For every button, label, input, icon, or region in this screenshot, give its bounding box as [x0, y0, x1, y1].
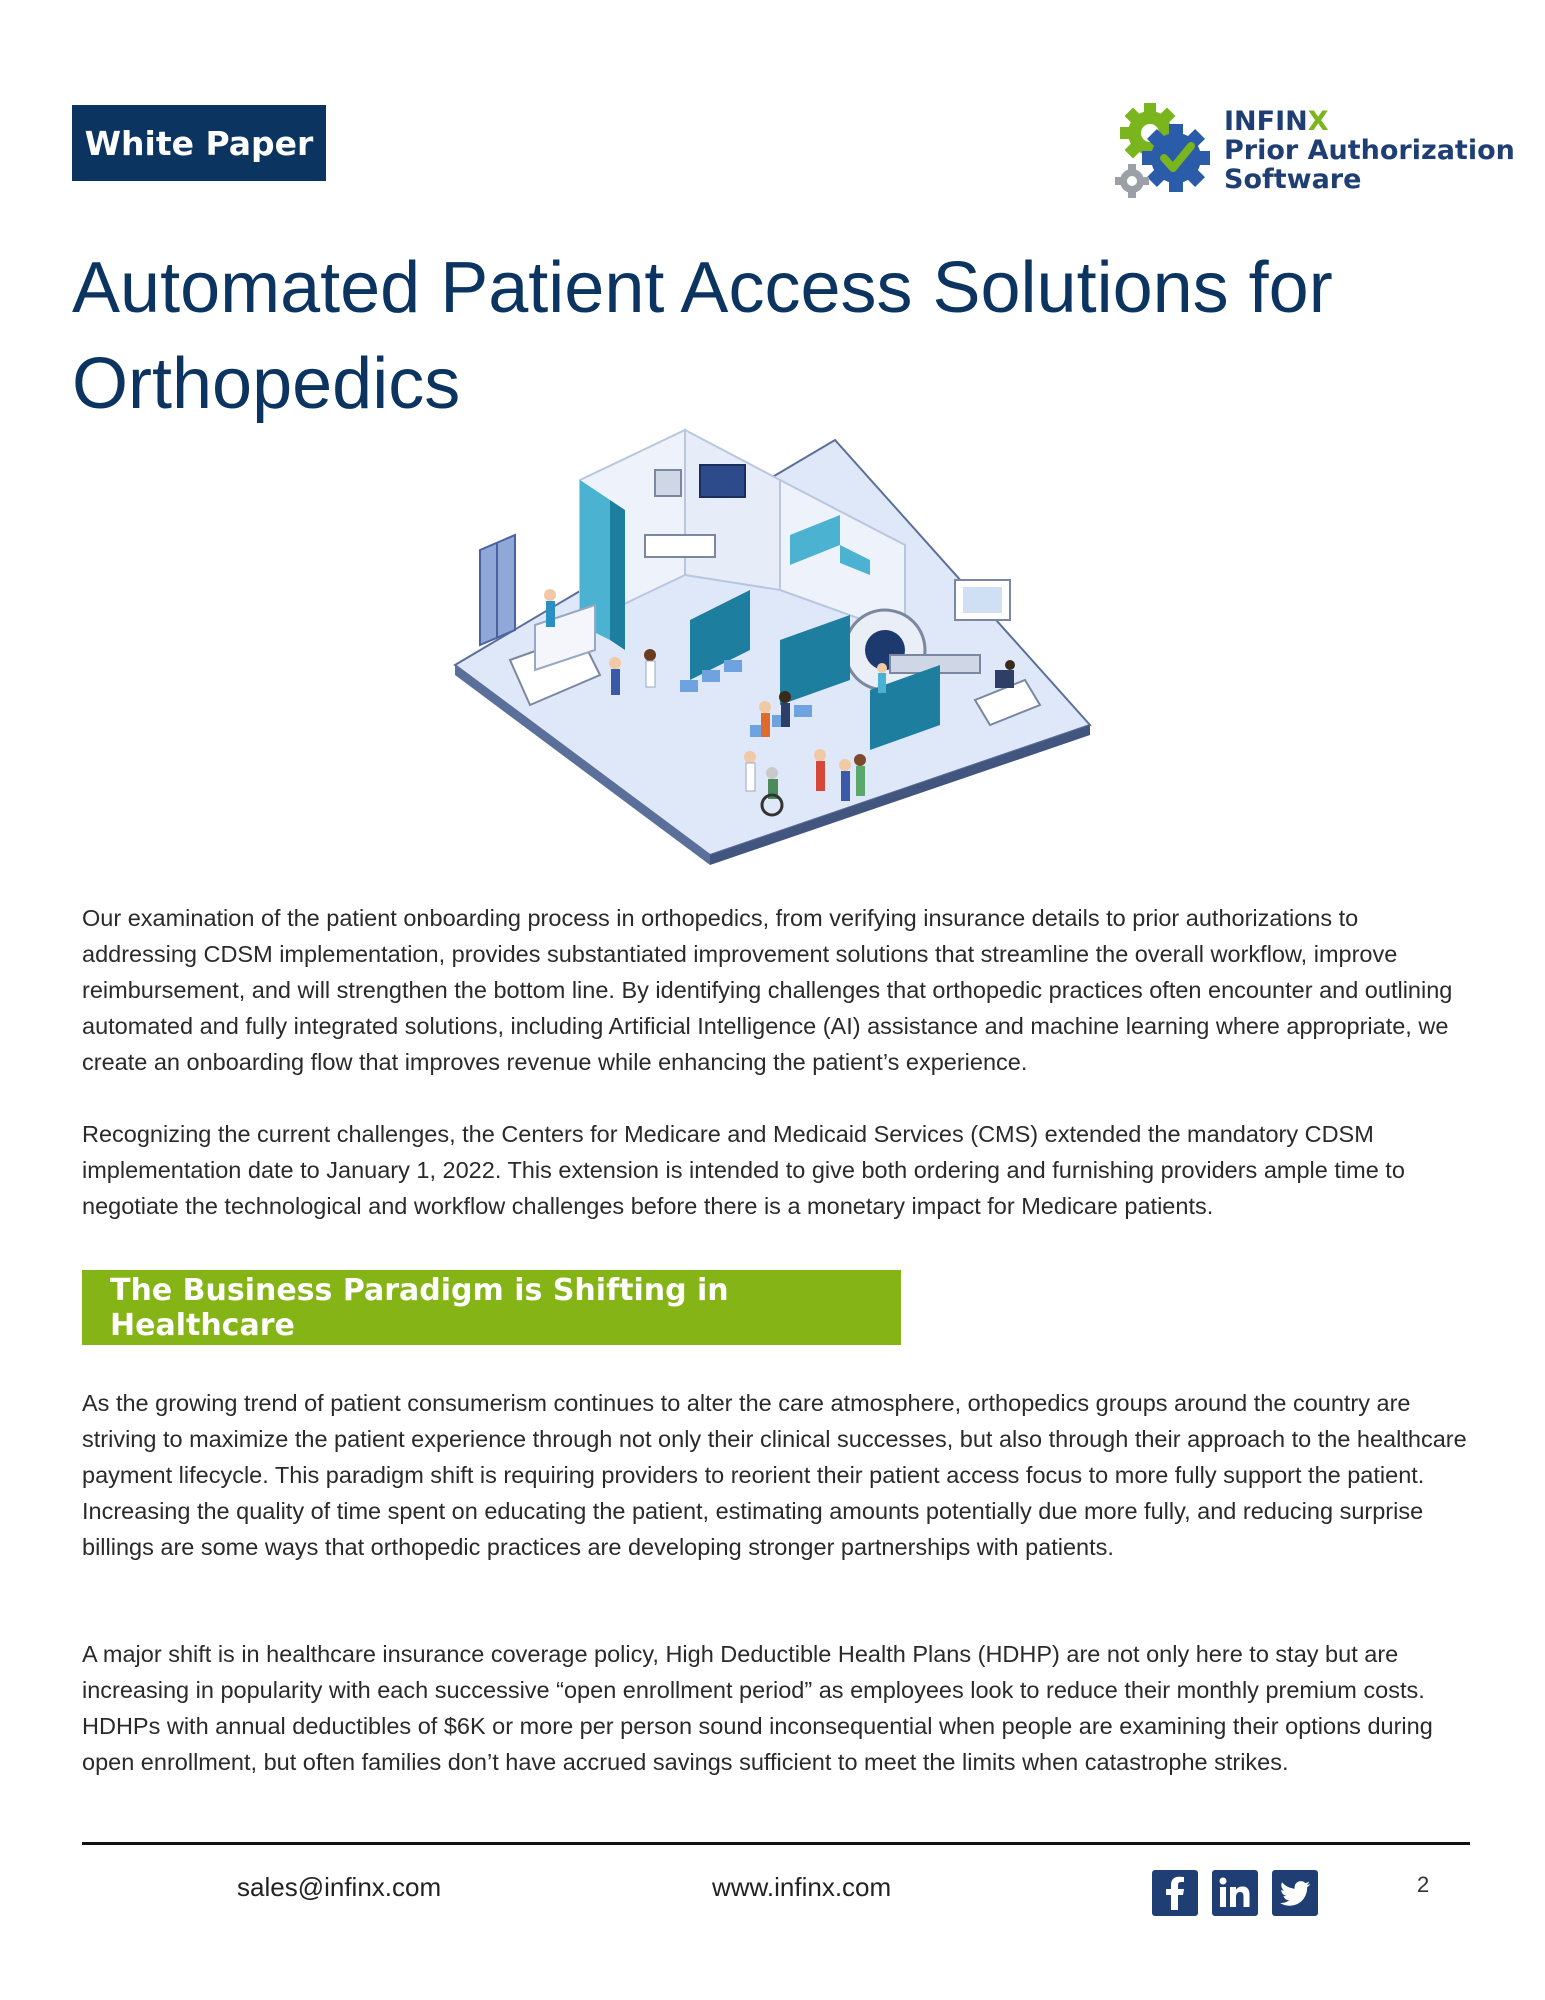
hdhp-paragraph: A major shift is in healthcare insurance coverage policy, High Deductible Health Plans (HDHP) are not only here to stay but are increasing in popularity with each successive “open enrollment period” as employees look to reduce their monthly premium costs. HDHPs with annual deductibles of $6K or more per person sound inconsequential when people are examining their options during open enrollment, but often families don’t have accrued savings sufficient to meet the limits when catastrophe strikes.: [82, 1641, 1433, 1775]
isometric-clinic-illustration: [450, 425, 1100, 865]
twitter-icon[interactable]: [1272, 1870, 1318, 1916]
gears-check-icon: [1110, 103, 1220, 203]
white-paper-tag: White Paper: [72, 105, 326, 181]
logo-line-3: Software: [1224, 164, 1362, 195]
title-line-2: Orthopedics: [72, 344, 461, 424]
consumerism-paragraph: As the growing trend of patient consumerism continues to alter the care atmosphere, orthopedics groups around the country are striving to maximize the patient experience through not only their clinical successes, but also through their approach to the healthcare payment lifecycle. This paradigm shift is requiring providers to reorient their patient access focus to more fully support the patient. Increasing the quality of time spent on educating the patient, estimating amounts potentially due more fully, and reducing surprise billings are some ways that orthopedic practices are developing stronger partnerships with patients.: [82, 1390, 1467, 1560]
page-title: [72, 240, 1372, 432]
facebook-icon[interactable]: [1152, 1870, 1198, 1916]
logo-brand-main: INFIN: [1224, 106, 1308, 137]
logo-line-2: Prior Authorization: [1224, 135, 1515, 166]
footer-website-link[interactable]: www.infinx.com: [712, 1872, 892, 1902]
intro-paragraph: Our examination of the patient onboarding process in orthopedics, from verifying insurance details to prior authorizations to addressing CDSM implementation, provides substantiated improvement solutions that streamline the overall workflow, improve reimbursement, and will strengthen the bottom line. By identifying challenges that orthopedic practices often encounter and outlining automated and fully integrated solutions, including Artificial Intelligence (AI) assistance and machine learning where appropriate, we create an onboarding flow that improves revenue while enhancing the patient’s experience.: [82, 905, 1453, 1075]
footer-divider: [82, 1842, 1470, 1845]
logo-brand-accent: X: [1307, 106, 1329, 137]
cms-paragraph: Recognizing the current challenges, the Centers for Medicare and Medicaid Services (CMS) extended the mandatory CDSM implementation date to January 1, 2022. This extension is intended to give both ordering and furnishing providers ample time to negotiate the technological and workflow challenges before there is a monetary impact for Medicare patients.: [82, 1121, 1405, 1219]
title-line-1: Automated Patient Access Solutions for: [72, 248, 1333, 328]
linkedin-icon[interactable]: [1212, 1870, 1258, 1916]
infinx-logo[interactable]: [1110, 103, 1515, 203]
footer-email-link[interactable]: sales@infinx.com: [237, 1872, 442, 1902]
page-number: 2: [1417, 1872, 1430, 1897]
section-heading: The Business Paradigm is Shifting in Healthcare: [82, 1270, 901, 1345]
logo-text: [1224, 107, 1515, 194]
